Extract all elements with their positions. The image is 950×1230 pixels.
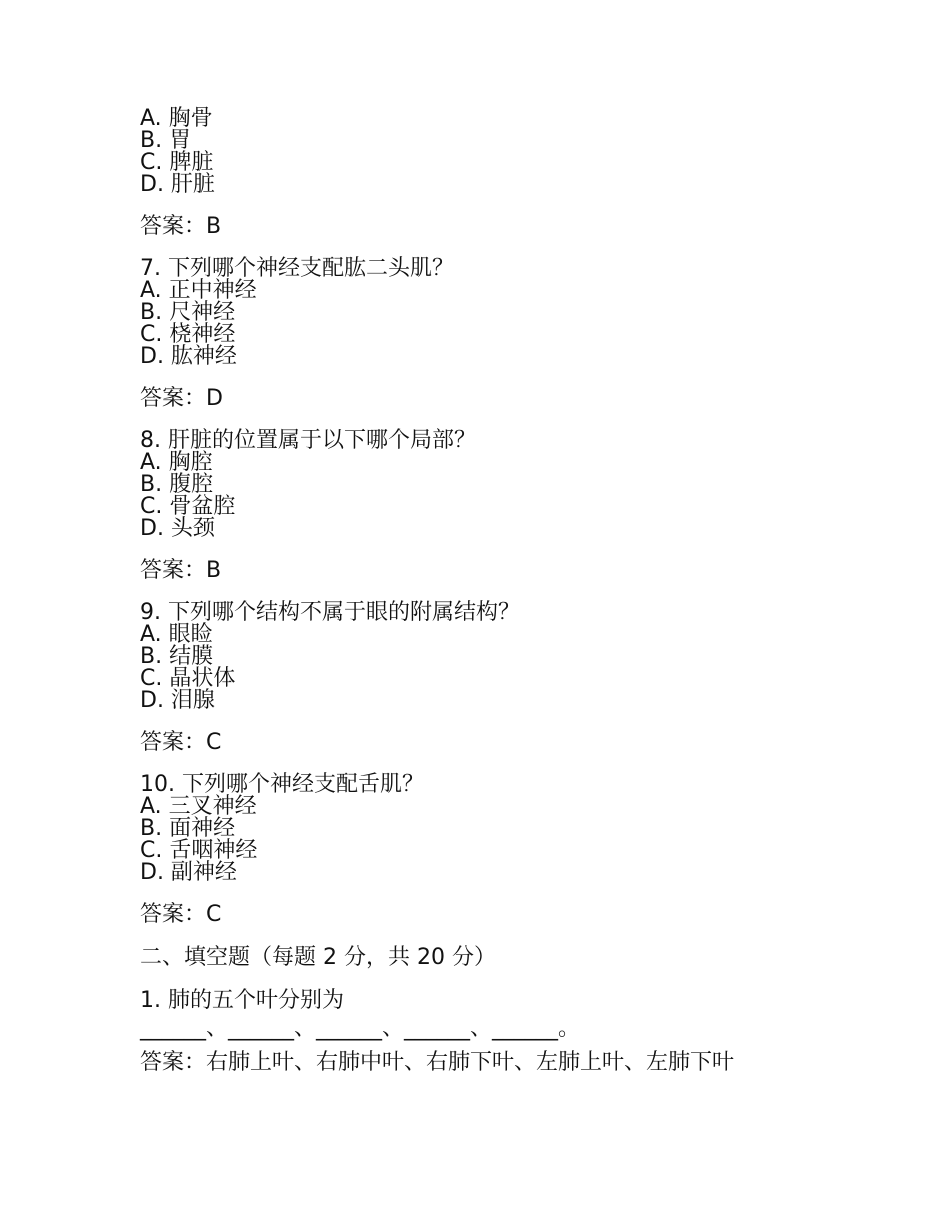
question-8-option-d: D. 头颈: [140, 516, 215, 541]
question-8-option-a: A. 胸腔: [140, 450, 213, 475]
question-9-block: [140, 602, 840, 756]
question-6-answer: 答案：B: [140, 214, 222, 239]
question-10-text: 10. 下列哪个神经支配舌肌？: [140, 772, 424, 797]
question-7-option-b: B. 尺神经: [140, 300, 236, 325]
question-10-option-c: C. 舌咽神经: [140, 838, 258, 863]
question-9-option-b: B. 结膜: [140, 644, 214, 669]
question-9-option-c: C. 晶状体: [140, 666, 236, 691]
question-9-option-d: D. 泪腺: [140, 688, 215, 713]
question-6-option-a: A. 胸骨: [140, 106, 213, 131]
question-10-option-a: A. 三叉神经: [140, 794, 257, 819]
question-9-text: 9. 下列哪个结构不属于眼的附属结构？: [140, 600, 520, 625]
question-6-option-c: C. 脾脏: [140, 150, 214, 175]
question-9-answer: 答案：C: [140, 730, 222, 755]
question-8-answer: 答案：B: [140, 558, 222, 583]
question-7-text: 7. 下列哪个神经支配肱二头肌？: [140, 256, 454, 281]
fill-question-1-text: 1. 肺的五个叶分别为: [140, 988, 344, 1013]
question-6-option-b: B. 胃: [140, 128, 192, 153]
fill-question-1-answer: 答案：右肺上叶、右肺中叶、右肺下叶、左肺上叶、左肺下叶: [140, 1050, 735, 1075]
question-10-answer: 答案：C: [140, 902, 222, 927]
question-8-block: [140, 430, 840, 584]
question-8-option-b: B. 腹腔: [140, 472, 214, 497]
question-9-option-a: A. 眼睑: [140, 622, 213, 647]
fill-question-1-block: [140, 988, 840, 1076]
question-8-text: 8. 肝脏的位置属于以下哪个局部？: [140, 428, 476, 453]
exam-content: [140, 108, 840, 1076]
question-7-block: [140, 258, 840, 412]
question-10-block: [140, 774, 840, 928]
question-10-option-b: B. 面神经: [140, 816, 236, 841]
question-7-option-a: A. 正中神经: [140, 278, 257, 303]
question-7-option-c: C. 桡神经: [140, 322, 236, 347]
question-6-option-d: D. 肝脏: [140, 172, 215, 197]
question-10-option-d: D. 副神经: [140, 860, 237, 885]
question-7-answer: 答案：D: [140, 386, 223, 411]
question-6-block: [140, 108, 840, 240]
section-2-heading: 二、填空题（每题 2 分，共 20 分）: [140, 945, 496, 970]
question-7-option-d: D. 肱神经: [140, 344, 237, 369]
fill-question-1-blanks: ______、______、______、______、______。: [140, 1016, 581, 1041]
question-8-option-c: C. 骨盆腔: [140, 494, 236, 519]
